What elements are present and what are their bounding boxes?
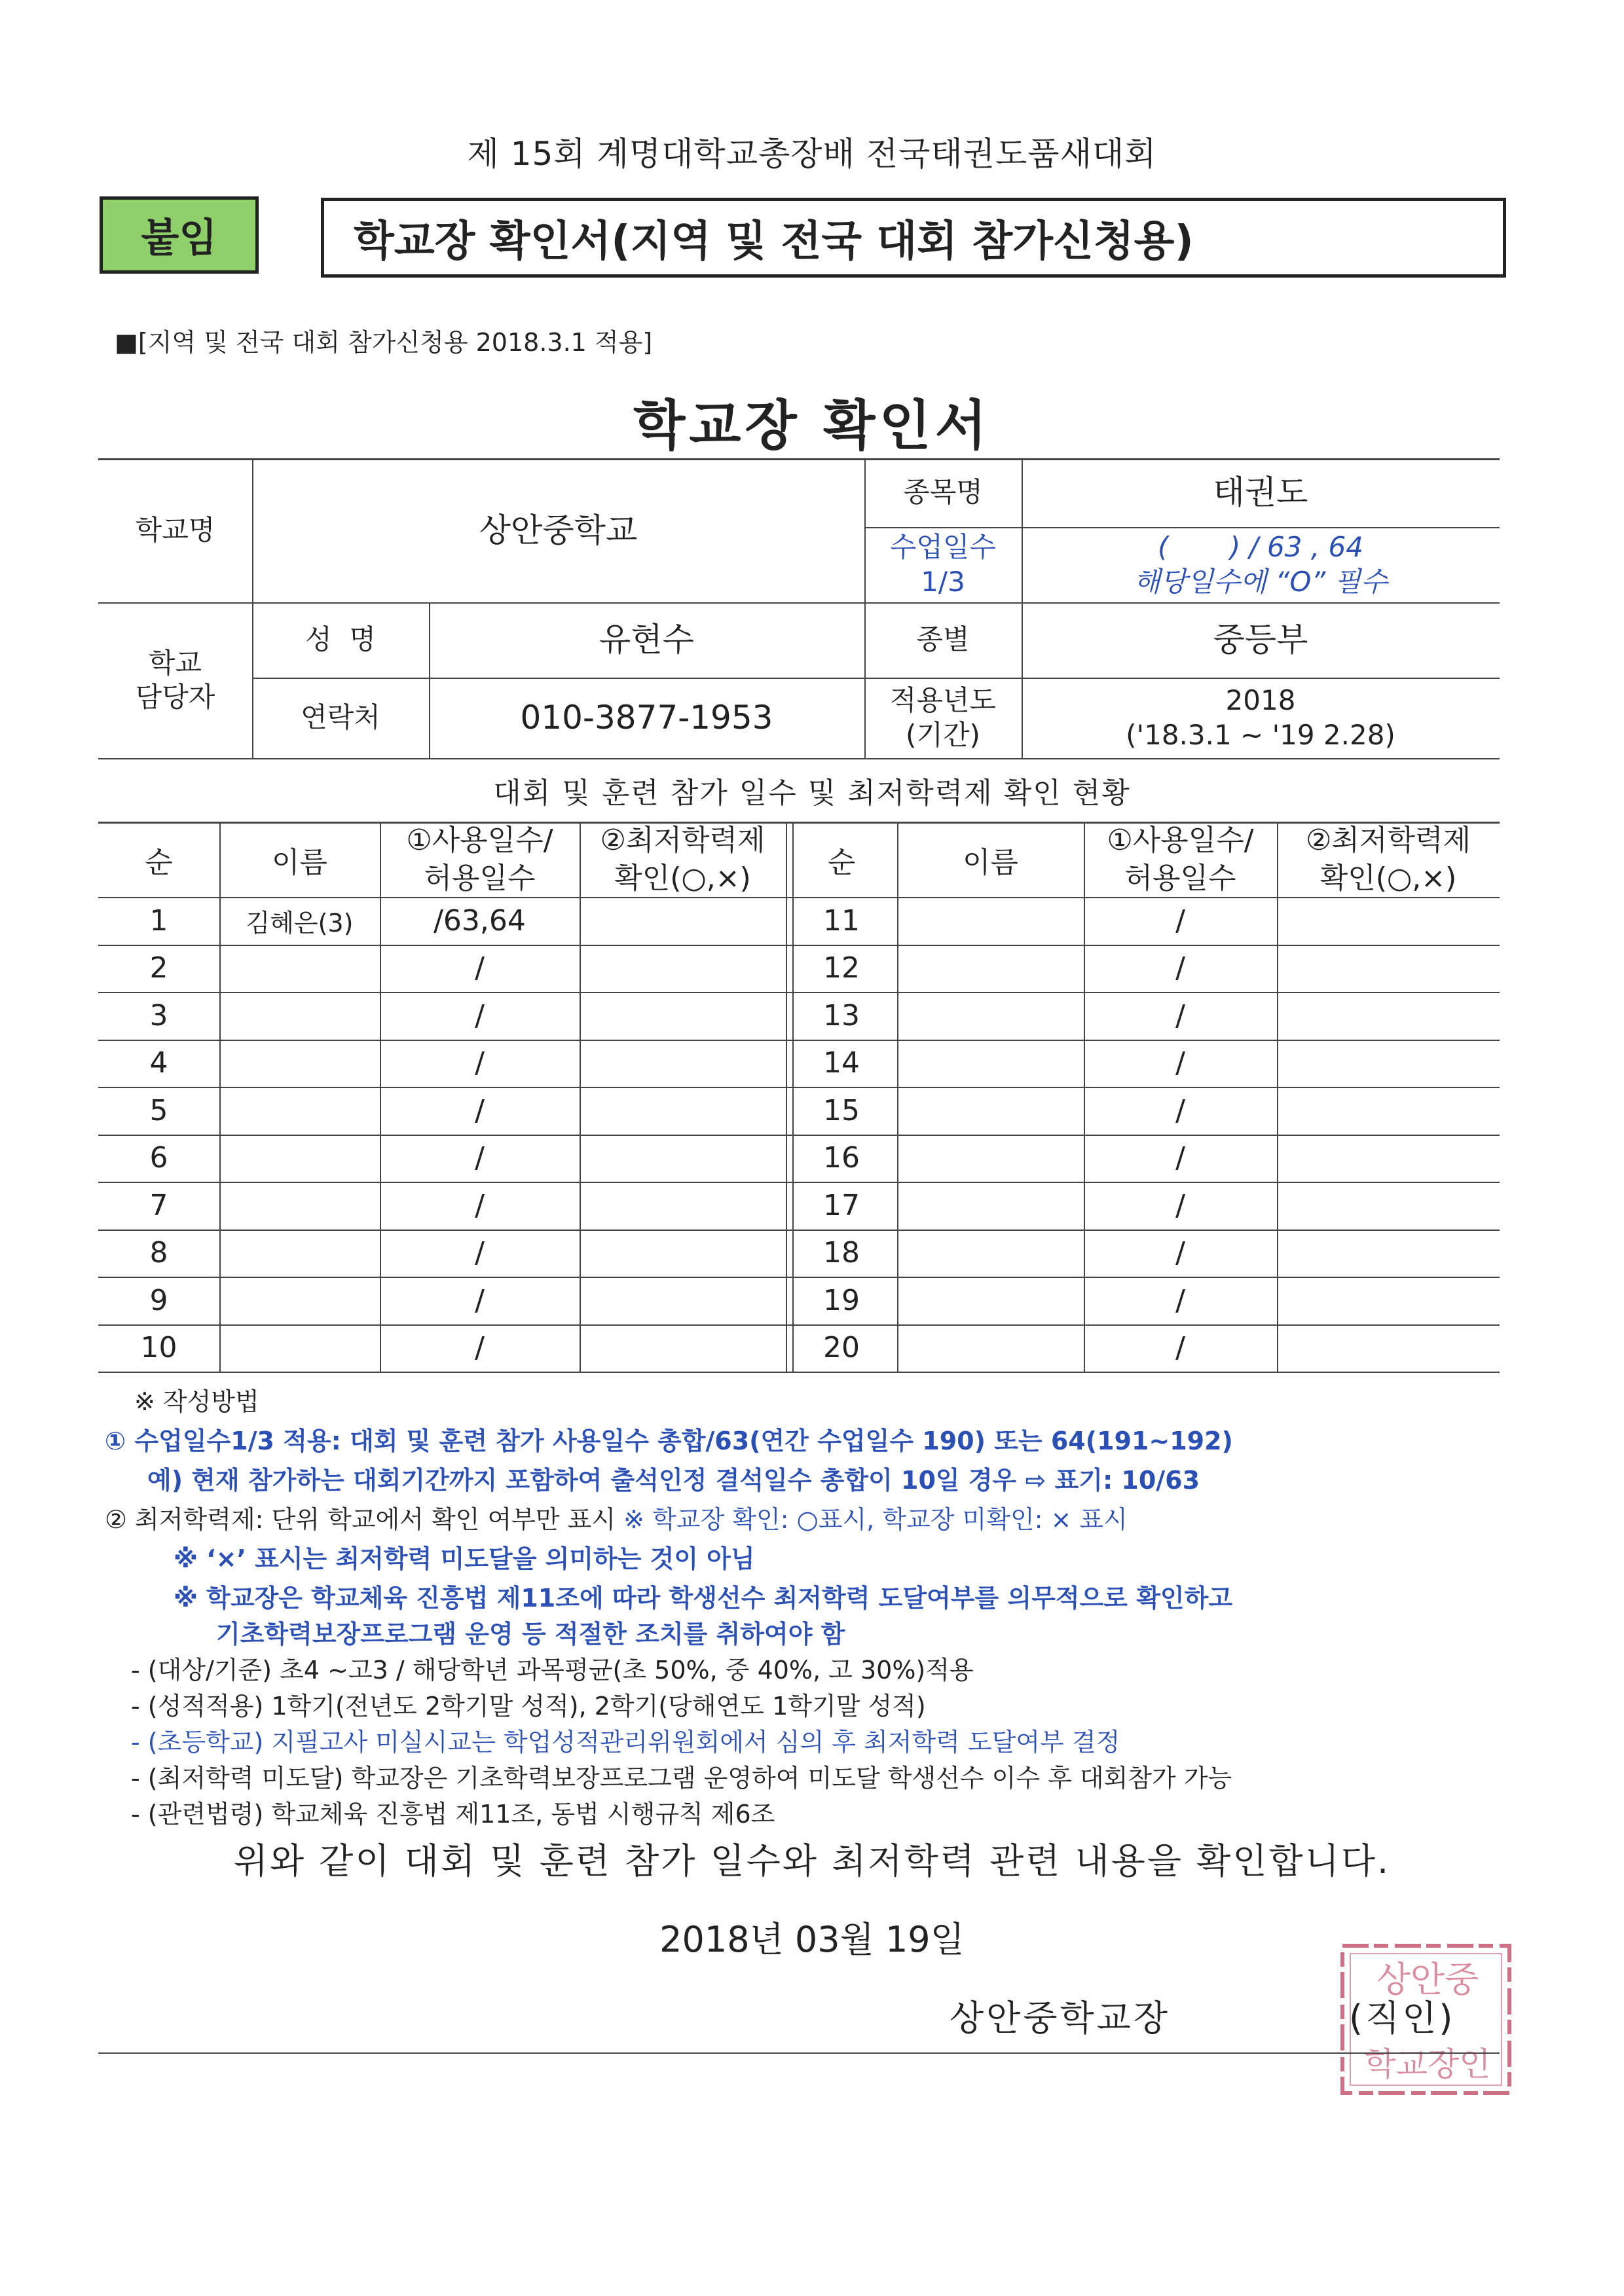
instruction-line-part: ※ 학교장 확인: ○표시, 학교장 미확인: × 표시 (623, 1505, 1128, 1534)
row-min-grade-check (1277, 1087, 1500, 1135)
row-number: 5 (149, 1093, 168, 1127)
principal-title: 상안중학교장 (950, 1997, 1170, 2039)
contact: 010-3877-1953 (520, 699, 773, 737)
row-number: 4 (149, 1046, 168, 1080)
instruction-line: ※ ‘×’ 표시는 최저학력 미도달을 의미하는 것이 아님 (174, 1544, 755, 1573)
column-header-days-part: 허용일수 (424, 861, 536, 895)
row-min-grade-check (1277, 945, 1500, 993)
row-min-grade-check (580, 1087, 786, 1135)
row-min-grade-check (580, 1182, 786, 1230)
row-number: 3 (149, 998, 168, 1032)
row-number: 6 (149, 1141, 168, 1175)
seal-label: (직인) (1349, 1997, 1456, 2039)
row-name (897, 992, 1084, 1040)
row-number: 2 (149, 951, 168, 985)
row-days: / (1175, 1331, 1185, 1365)
division: 중등부 (1213, 621, 1308, 659)
column-header-min-grade (580, 822, 786, 897)
row-number: 16 (823, 1141, 860, 1175)
column-header-no: 순 (827, 845, 856, 879)
row-name (897, 1277, 1084, 1324)
row-name (219, 1324, 380, 1372)
class-days-label-1: 수업일수 (889, 531, 997, 563)
row-min-grade-check (580, 1040, 786, 1087)
row-days: / (475, 1093, 485, 1127)
school-name: 상안중학교 (479, 511, 638, 549)
row-days: / (475, 1331, 485, 1365)
row-number: 1 (149, 903, 168, 938)
column-header-min-grade (1277, 822, 1500, 897)
row-min-grade-check (580, 897, 786, 945)
year-label-2: (기간) (906, 718, 980, 751)
staff-label (98, 602, 252, 758)
row-number: 11 (823, 903, 860, 938)
row-name (219, 1277, 380, 1324)
class-days-value-2: 해당일수에 “O” 필수 (1134, 565, 1388, 598)
instruction-line: - (최저학력 미도달) 학교장은 기초학력보장프로그램 운영하여 미도달 학생선수 이수 후 대회참가 가능 (131, 1764, 1232, 1793)
row-name (219, 1087, 380, 1135)
row-days: / (1175, 1236, 1185, 1270)
row-name (219, 1135, 380, 1182)
instruction-line-part: ② 최저학력제: 단위 학교에서 확인 여부만 표시 (105, 1505, 624, 1534)
sport-label: 종목명 (903, 476, 983, 509)
row-days: / (1175, 1283, 1185, 1317)
row-min-grade-check (580, 1324, 786, 1372)
seal-text-bottom: 학교장인 (1364, 2045, 1491, 2083)
row-days: / (475, 1236, 485, 1270)
column-header-days-part: 허용일수 (1124, 861, 1236, 895)
row-name (219, 1230, 380, 1277)
row-days: / (475, 1188, 485, 1222)
column-header-min-grade-part: ②최저학력제 (600, 824, 766, 858)
row-name (219, 1040, 380, 1087)
staff-label-2: 담당자 (135, 681, 215, 713)
row-name (897, 1135, 1084, 1182)
row-name (897, 1230, 1084, 1277)
column-header-min-grade-part: 확인(○,×) (1320, 861, 1457, 895)
instruction-line (105, 1499, 1128, 1535)
row-name (897, 897, 1084, 945)
row-days: / (1175, 1046, 1185, 1080)
row-min-grade-check (1277, 1230, 1500, 1277)
row-name (219, 945, 380, 993)
row-name (219, 1182, 380, 1230)
row-days: / (1175, 1188, 1185, 1222)
row-name (897, 1182, 1084, 1230)
sport: 태권도 (1213, 473, 1308, 512)
year-label-1: 적용년도 (889, 684, 997, 716)
row-days: / (475, 951, 485, 985)
staff-label-1: 학교 (148, 646, 202, 679)
row-days: / (1175, 903, 1185, 938)
row-name: 김혜은(3) (246, 908, 354, 938)
confirmation-statement: 위와 같이 대회 및 훈련 참가 일수와 최저학력 관련 내용을 확인합니다. (233, 1840, 1391, 1882)
row-number: 15 (823, 1093, 860, 1127)
event-title: 제 15회 계명대학교총장배 전국태권도품새대회 (467, 135, 1157, 173)
row-number: 18 (823, 1236, 860, 1270)
instruction-line: ※ 학교장은 학교체육 진흥법 제11조에 따라 학생선수 최저학력 도달여부를 의무적으로 확인하고 (174, 1584, 1233, 1613)
row-number: 12 (823, 951, 860, 985)
row-min-grade-check (1277, 992, 1500, 1040)
doc-title: 학교장 확인서 (633, 395, 991, 457)
row-min-grade-check (580, 992, 786, 1040)
class-days-value-1: ( ) / 63 , 64 (1157, 531, 1363, 563)
row-number: 17 (823, 1188, 860, 1222)
row-days: / (475, 1046, 485, 1080)
info-line (98, 758, 1500, 759)
school-name-label: 학교명 (135, 513, 215, 546)
row-number: 7 (149, 1188, 168, 1222)
row-number: 10 (140, 1331, 177, 1365)
row-min-grade-check (580, 1230, 786, 1277)
column-header-name: 이름 (962, 845, 1018, 879)
row-days: /63,64 (434, 903, 526, 938)
column-header-days-part: ①사용일수/ (1107, 824, 1254, 858)
class-days-label (864, 527, 1022, 602)
row-days: / (1175, 1093, 1185, 1127)
class-days-label-2: 1/3 (921, 565, 965, 598)
instruction-line: - (관련법령) 학교체육 진흥법 제11조, 동법 시행규칙 제6조 (131, 1800, 775, 1829)
row-days: / (1175, 1141, 1185, 1175)
instruction-line: ① 수업일수1/3 적용: 대회 및 훈련 참가 사용일수 총합/63(연간 수업일수 190) 또는 64(191~192) (105, 1427, 1233, 1455)
name-label: 성 명 (305, 623, 376, 656)
row-name (897, 945, 1084, 993)
column-header-min-grade-part: ②최저학력제 (1306, 824, 1471, 858)
row-name (897, 1040, 1084, 1087)
bottom-rule (98, 2052, 1500, 2054)
notice: ■[지역 및 전국 대회 참가신청용 2018.3.1 적용] (115, 328, 653, 357)
contact-label: 연락처 (301, 701, 380, 734)
instructions-heading: ※ 작성방법 (134, 1387, 259, 1416)
row-days: / (1175, 951, 1185, 985)
form-heading: 학교장 확인서(지역 및 전국 대회 참가신청용) (321, 198, 1506, 278)
row-min-grade-check (580, 1135, 786, 1182)
column-header-days-part: ①사용일수/ (406, 824, 553, 858)
row-days: / (475, 998, 485, 1032)
year-value-1: 2018 (1225, 684, 1296, 716)
status-title: 대회 및 훈련 참가 일수 및 최저학력제 확인 현황 (493, 776, 1131, 810)
seal-text-top: 상안중 (1376, 1959, 1479, 2000)
instruction-line: - (성적적용) 1학기(전년도 2학기말 성적), 2학기(당해연도 1학기말 성적) (131, 1692, 926, 1721)
row-name (219, 992, 380, 1040)
row-number: 20 (823, 1331, 860, 1365)
row-min-grade-check (1277, 1040, 1500, 1087)
instruction-line: - (대상/기준) 초4 ~고3 / 해당학년 과목평균(초 50%, 중 40%, 고 30%)적용 (131, 1656, 974, 1685)
column-header-days (1084, 822, 1277, 897)
row-min-grade-check (1277, 897, 1500, 945)
row-days: / (1175, 998, 1185, 1032)
class-days-value (1022, 527, 1500, 602)
column-header-days (380, 822, 580, 897)
row-number: 19 (823, 1283, 860, 1317)
staff-name: 유현수 (599, 621, 694, 659)
column-header-name: 이름 (271, 845, 327, 879)
row-min-grade-check (1277, 1182, 1500, 1230)
row-min-grade-check (1277, 1135, 1500, 1182)
row-name (897, 1324, 1084, 1372)
column-header-no: 순 (145, 845, 173, 879)
row-name (897, 1087, 1084, 1135)
row-number: 14 (823, 1046, 860, 1080)
instruction-line: - (초등학교) 지필고사 미실시교는 학업성적관리위원회에서 심의 후 최저학력 도달여부 결정 (131, 1728, 1120, 1757)
row-min-grade-check (580, 1277, 786, 1324)
instruction-line: 기초학력보장프로그램 운영 등 적절한 조치를 취하여야 함 (216, 1620, 845, 1649)
year-value-2: ('18.3.1 ~ '19 2.28) (1126, 718, 1395, 751)
row-min-grade-check (1277, 1324, 1500, 1372)
division-label: 종별 (916, 623, 970, 656)
row-number: 13 (823, 998, 860, 1032)
issue-date: 2018년 03월 19일 (659, 1919, 965, 1960)
attach-badge: 붙임 (100, 196, 259, 274)
year-value (1022, 678, 1500, 758)
instruction-line: 예) 현재 참가하는 대회기간까지 포함하여 출석인정 결석일수 총합이 10일 경우 ⇨ 표기: 10/63 (147, 1466, 1200, 1495)
status-hline (98, 1372, 1500, 1373)
row-min-grade-check (580, 945, 786, 993)
row-days: / (475, 1283, 485, 1317)
row-number: 9 (149, 1283, 168, 1317)
row-number: 8 (149, 1236, 168, 1270)
row-min-grade-check (1277, 1277, 1500, 1324)
row-days: / (475, 1141, 485, 1175)
year-label (864, 678, 1022, 758)
column-header-min-grade-part: 확인(○,×) (614, 861, 751, 895)
